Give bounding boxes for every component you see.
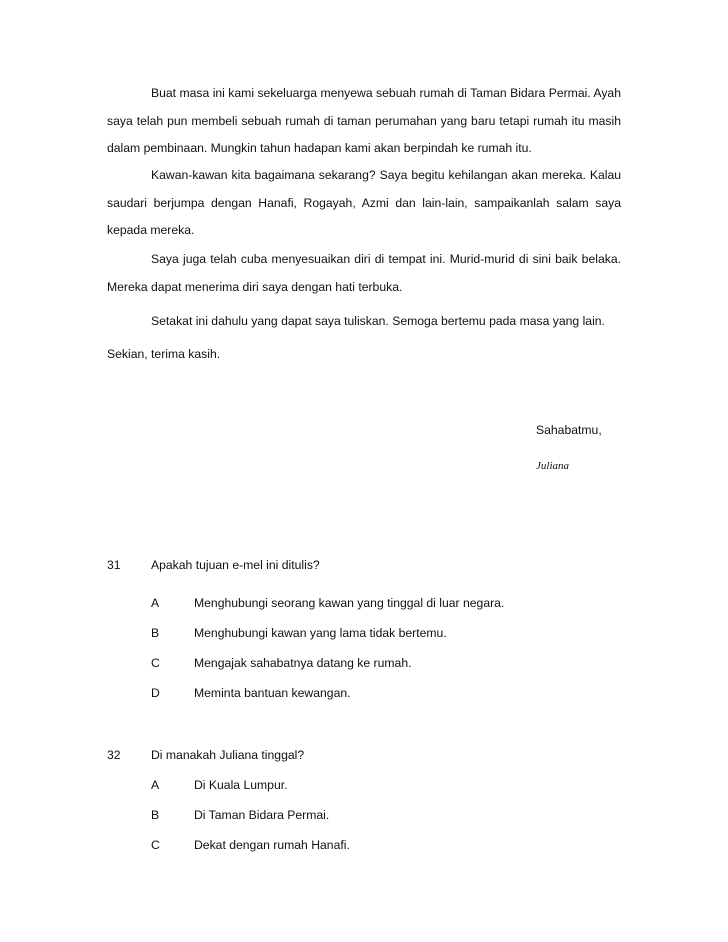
question-text: Apakah tujuan e-mel ini ditulis?: [151, 558, 320, 572]
option-text: Menghubungi kawan yang lama tidak bertemu.: [194, 626, 447, 640]
option-text: Dekat dengan rumah Hanafi.: [194, 838, 350, 852]
option-letter: C: [151, 656, 160, 670]
question-text: Di manakah Juliana tinggal?: [151, 748, 305, 762]
letter-paragraph-1: Buat masa ini kami sekeluarga menyewa sebuah rumah di Taman Bidara Permai. Ayah saya telah pun membeli sebuah rumah di taman perumahan yang baru tetapi rumah itu masih dalam pembinaan. Mungkin tahun hadapan kami akan berpindah ke rumah itu.: [107, 86, 621, 155]
option-text: Mengajak sahabatnya datang ke rumah.: [194, 656, 412, 670]
option-text: Di Taman Bidara Permai.: [194, 808, 330, 822]
letter-signature: Juliana: [536, 460, 569, 472]
letter-signoff: Sahabatmu,: [536, 423, 602, 437]
option-letter: D: [151, 686, 160, 700]
option-letter: C: [151, 838, 160, 852]
letter-closing-line: Sekian, terima kasih.: [107, 347, 221, 361]
letter-paragraph-2: Kawan-kawan kita bagaimana sekarang? Saya begitu kehilangan akan mereka. Kalau saudari berjumpa dengan Hanafi, Rogayah, Azmi dan lain-lain, sampaikanlah salam saya kepada mereka.: [107, 168, 621, 237]
letter-paragraph-3: Saya juga telah cuba menyesuaikan diri di tempat ini. Murid-murid di sini baik belaka. Mereka dapat menerima diri saya dengan hati terbuka.: [107, 252, 621, 294]
option-letter: A: [151, 596, 160, 610]
option-text: Meminta bantuan kewangan.: [194, 686, 351, 700]
question-number: 32: [107, 748, 121, 762]
option-letter: A: [151, 778, 160, 792]
option-text: Di Kuala Lumpur.: [194, 778, 288, 792]
option-letter: B: [151, 808, 160, 822]
option-text: Menghubungi seorang kawan yang tinggal di luar negara.: [194, 596, 505, 610]
option-letter: B: [151, 626, 160, 640]
question-number: 31: [107, 558, 121, 572]
letter-paragraph-4: Setakat ini dahulu yang dapat saya tuliskan. Semoga bertemu pada masa yang lain.: [151, 314, 605, 328]
